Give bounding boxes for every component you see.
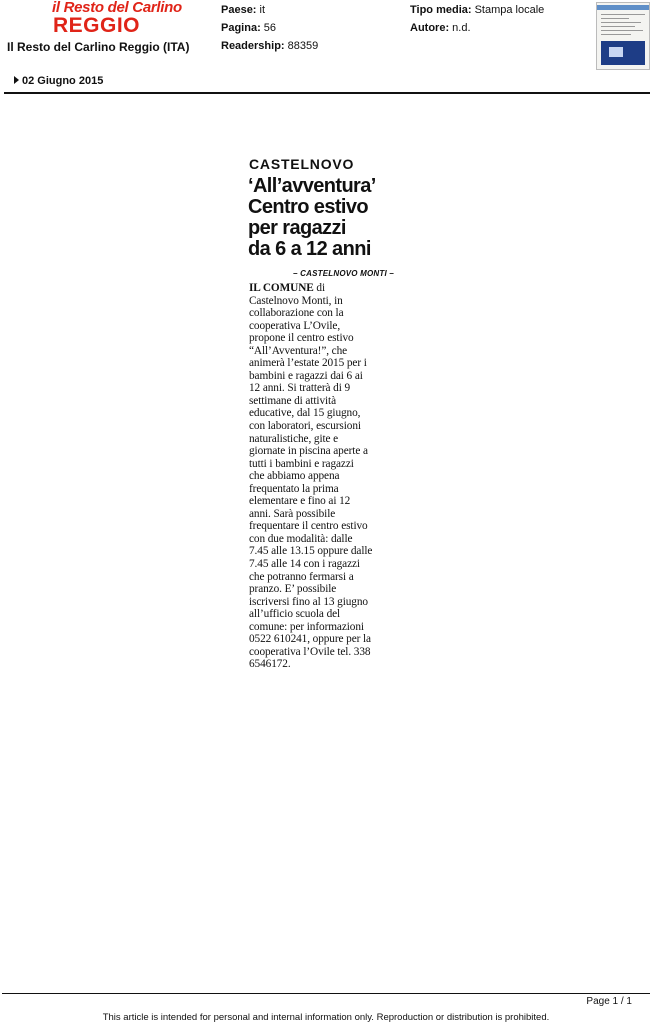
body-line: 0522 610241, oppure per la: [249, 633, 371, 646]
article-date-text: 02 Giugno 2015: [22, 75, 104, 87]
body-line: animerà l’estate 2015 per i: [249, 357, 367, 370]
article-byline: – CASTELNOVO MONTI –: [293, 269, 394, 278]
logo-masthead-top: il Resto del Carlino: [52, 0, 182, 16]
meta-autore-value: n.d.: [452, 22, 471, 34]
body-line: tutti i bambini e ragazzi: [249, 457, 354, 470]
newspaper-logo: [52, 0, 212, 36]
meta-autore-label: Autore:: [410, 22, 450, 34]
headline-line: ‘All’avventura’: [248, 175, 376, 197]
body-line: frequentato la prima: [249, 482, 339, 495]
article-date: [14, 75, 103, 87]
body-line: frequentare il centro estivo: [249, 520, 368, 533]
page-thumbnail[interactable]: [596, 2, 650, 70]
meta-readership: [221, 40, 318, 52]
source-name: Il Resto del Carlino Reggio (ITA): [7, 40, 190, 54]
logo-masthead-main: REGGIO: [53, 14, 141, 37]
headline-line: da 6 a 12 anni: [248, 238, 371, 260]
body-line: 7.45 alle 13.15 oppure dalle: [249, 545, 373, 558]
meta-autore: [410, 22, 471, 34]
body-line: elementare e fino ai 12: [249, 495, 351, 508]
headline-line: per ragazzi: [248, 217, 346, 239]
body-line: bambini e ragazzi dai 6 ai: [249, 369, 363, 382]
body-line: propone il centro estivo: [249, 332, 354, 345]
body-lead: IL COMUNE: [249, 282, 314, 294]
meta-tipo-label: Tipo media:: [410, 4, 472, 16]
body-line: cooperativa L’Ovile,: [249, 319, 341, 332]
footer-divider: [2, 993, 650, 994]
meta-paese: [221, 4, 265, 16]
body-line: che potranno fermarsi a: [249, 570, 354, 583]
meta-pagina-label: Pagina:: [221, 22, 261, 34]
meta-tipo-value: Stampa locale: [474, 4, 545, 16]
article-kicker: CASTELNOVO: [249, 156, 355, 172]
body-line: Castelnovo Monti, in: [249, 294, 343, 307]
meta-readership-label: Readership:: [221, 40, 285, 52]
body-line: educative, dal 15 giugno,: [249, 407, 361, 420]
meta-paese-value: it: [259, 4, 266, 16]
article-headline: [248, 176, 408, 260]
header-divider: [4, 92, 650, 94]
headline-line: Centro estivo: [248, 196, 369, 218]
page-indicator: Page 1 / 1: [586, 996, 632, 1007]
body-line: pranzo. E’ possibile: [249, 583, 337, 596]
body-line-text: di: [313, 282, 326, 294]
body-line: 7.45 alle 14 con i ragazzi: [249, 558, 360, 571]
body-line: che abbiamo appena: [249, 470, 340, 483]
body-line: giornate in piscina aperte a: [249, 445, 368, 458]
triangle-right-icon: [14, 76, 19, 84]
body-line: naturalistiche, gite e: [249, 432, 339, 445]
meta-readership-value: 88359: [287, 40, 319, 52]
meta-tipo-media: [410, 4, 544, 16]
body-line: anni. Sarà possibile: [249, 507, 336, 520]
body-line: “All’Avventura!”, che: [249, 344, 348, 357]
meta-pagina: [221, 22, 276, 34]
body-line: collaborazione con la: [249, 307, 344, 320]
body-line: 12 anni. Si tratterà di 9: [249, 382, 351, 395]
meta-paese-label: Paese:: [221, 4, 257, 16]
body-line: con laboratori, escursioni: [249, 420, 361, 433]
body-line: iscriversi fino al 13 giugno: [249, 595, 368, 608]
body-line: all’ufficio scuola del: [249, 608, 341, 621]
body-line: settimane di attività: [249, 394, 336, 407]
footer-disclaimer: This article is intended for personal and internal information only. Reproduction or distribution is prohibited.: [102, 1012, 550, 1023]
body-line: [249, 282, 399, 295]
body-line: comune: per informazioni: [249, 620, 364, 633]
body-line: 6546172.: [249, 658, 291, 671]
meta-pagina-value: 56: [263, 22, 277, 34]
body-line: con due modalità: dalle: [249, 532, 353, 545]
article-body: [249, 282, 399, 671]
body-line: cooperativa l’Ovile tel. 338: [249, 645, 371, 658]
